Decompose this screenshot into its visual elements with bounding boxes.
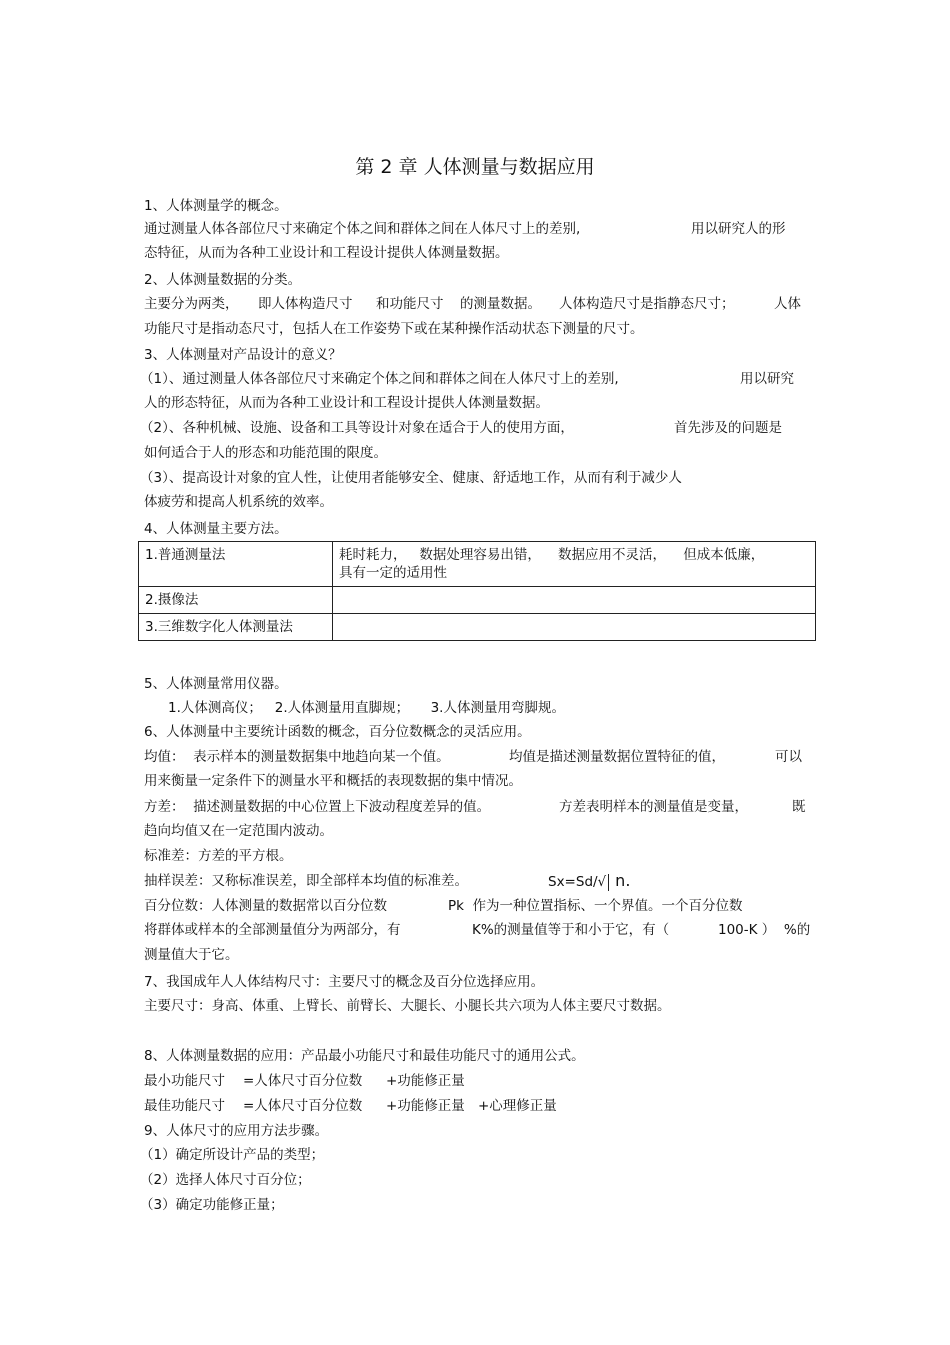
section-3-text: （3）、提高设计对象的宜人性，让使用者能够安全、健康、舒适地工作，从而有利于减少人 (140, 470, 682, 486)
section-7-text: 主要尺寸：身高、体重、上臂长、前臂长、大腿长、小腿长共六项为人体主要尺寸数据。 (144, 998, 671, 1014)
description-cell (333, 614, 816, 641)
step-item: （3）确定功能修正量； (140, 1197, 284, 1213)
mean-text: 用来衡量一定条件下的测量水平和概括的表现数据的集中情况。 (144, 773, 522, 789)
formula-part: +心理修正量 (478, 1098, 557, 1114)
method-cell: 2.摄像法 (139, 587, 333, 614)
step-item: （2）选择人体尺寸百分位； (140, 1172, 311, 1188)
section-2-text: 即人体构造尺寸 (258, 296, 353, 312)
section-3-text: （2）、各种机械、设施、设备和工具等设计对象在适合于人的使用方面， (140, 420, 574, 436)
section-2-heading: 2、人体测量数据的分类。 (144, 272, 302, 288)
description-cell (333, 542, 816, 587)
formula-label: 最佳功能尺寸 (144, 1098, 225, 1114)
section-5-items: 1.人体测高仪； 2.人体测量用直脚规； 3.人体测量用弯脚规。 (168, 700, 565, 716)
method-cell: 1.普通测量法 (139, 542, 333, 587)
section-3-text: 体疲劳和提高人机系统的效率。 (144, 494, 333, 510)
section-9-heading: 9、人体尺寸的应用方法步骤。 (144, 1123, 329, 1139)
table-row (139, 587, 816, 614)
mean-text: 均值是描述测量数据位置特征的值， (509, 749, 725, 765)
section-1-text: 用以研究人的形 (691, 221, 786, 237)
method-cell: 3.三维数字化人体测量法 (139, 614, 333, 641)
description-line: 耗时耗力， 数据处理容易出错， 数据应用不灵活， 但成本低廉， (339, 547, 765, 563)
sampling-error-text: 抽样误差：又称标准误差，即全部样本均值的标准差。 (144, 873, 468, 889)
section-3-text: 人的形态特征，从而为各种工业设计和工程设计提供人体测量数据。 (144, 395, 549, 411)
percentile-text: Pk 作为一种位置指标、一个界值。一个百分位数 (448, 898, 743, 914)
percentile-text: K%的测量值等于和小于它，有（ (472, 922, 670, 938)
formula-part: +功能修正量 (386, 1098, 465, 1114)
table-row (139, 542, 816, 587)
step-item: （1）确定所设计产品的类型； (140, 1147, 325, 1163)
variance-text: 方差表明样本的测量值是变量， (559, 799, 748, 815)
mean-text: 均值： 表示样本的测量数据集中地趋向某一个值。 (144, 749, 450, 765)
mean-text: 可以 (775, 749, 802, 765)
section-3-text: 用以研究 (740, 371, 794, 387)
section-1-text: 通过测量人体各部位尺寸来确定个体之间和群体之间在人体尺寸上的差别, (144, 221, 581, 237)
percentile-text: 将群体或样本的全部测量值分为两部分，有 (144, 922, 401, 938)
formula-part: =人体尺寸百分位数 (243, 1073, 363, 1089)
page-title: 第 2 章 人体测量与数据应用 (355, 156, 595, 178)
percentile-text: 100-K ） %的 (718, 922, 811, 938)
section-3-text: 如何适合于人的形态和功能范围的限度。 (144, 445, 387, 461)
section-1-text: 态特征，从而为各种工业设计和工程设计提供人体测量数据。 (144, 245, 509, 261)
formula-text: Sx=Sd/√ (548, 874, 607, 890)
variance-text: 方差： 描述测量数据的中心位置上下波动程度差异的值。 (144, 799, 491, 815)
percentile-text: 百分位数：人体测量的数据常以百分位数 (144, 898, 387, 914)
formula-label: 最小功能尺寸 (144, 1073, 225, 1089)
section-2-text: 主要分为两类， (144, 296, 239, 312)
sampling-error-formula (548, 872, 630, 891)
section-1-heading: 1、人体测量学的概念。 (144, 198, 288, 214)
sqrt-bar (608, 874, 609, 891)
formula-text: n. (615, 871, 631, 890)
variance-text: 趋向均值又在一定范围内波动。 (144, 823, 333, 839)
section-3-heading: 3、人体测量对产品设计的意义？ (144, 347, 342, 363)
section-3-text: 首先涉及的问题是 (674, 420, 782, 436)
formula-part: +功能修正量 (386, 1073, 465, 1089)
percentile-text: 测量值大于它。 (144, 947, 239, 963)
section-7-heading: 7、我国成年人人体结构尺寸：主要尺寸的概念及百分位选择应用。 (144, 974, 545, 990)
formula-part: =人体尺寸百分位数 (243, 1098, 363, 1114)
section-2-text: 人体构造尺寸是指静态尺寸； (559, 296, 735, 312)
variance-text: 既 (792, 799, 806, 815)
methods-table (138, 541, 816, 641)
section-2-text: 的测量数据。 (460, 296, 541, 312)
section-2-text: 和功能尺寸 (376, 296, 444, 312)
section-3-text: （1）、通过测量人体各部位尺寸来确定个体之间和群体之间在人体尺寸上的差别, (140, 371, 619, 387)
section-8-heading: 8、人体测量数据的应用：产品最小功能尺寸和最佳功能尺寸的通用公式。 (144, 1048, 585, 1064)
description-cell (333, 587, 816, 614)
section-6-heading: 6、人体测量中主要统计函数的概念，百分位数概念的灵活应用。 (144, 724, 531, 740)
section-2-text: 功能尺寸是指动态尺寸，包括人在工作姿势下或在某种操作活动状态下测量的尺寸。 (144, 321, 644, 337)
description-line: 具有一定的适用性 (339, 565, 447, 581)
std-text: 标准差：方差的平方根。 (144, 848, 293, 864)
table-row (139, 614, 816, 641)
section-2-text: 人体 (774, 296, 801, 312)
section-4-heading: 4、人体测量主要方法。 (144, 521, 288, 537)
section-5-heading: 5、人体测量常用仪器。 (144, 676, 288, 692)
